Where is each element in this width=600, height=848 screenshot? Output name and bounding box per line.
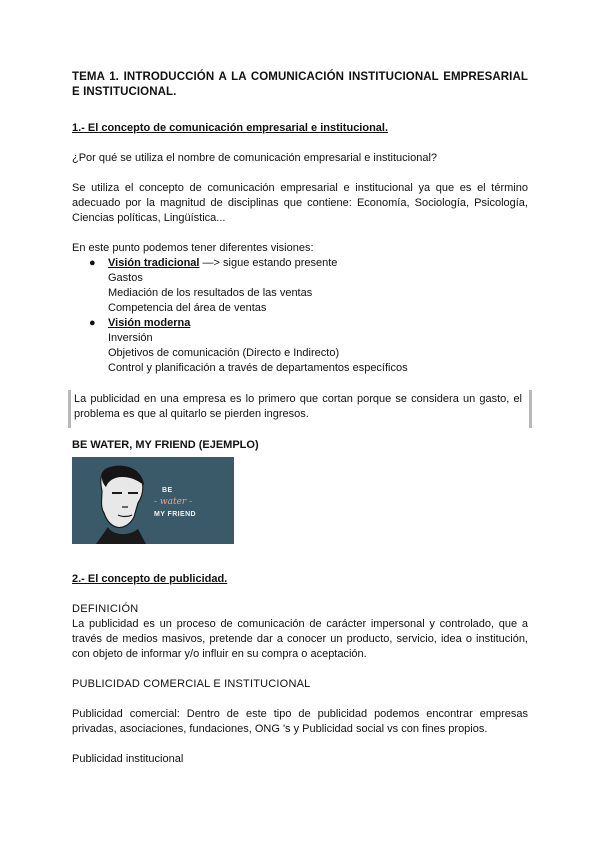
quote-text: La publicidad en una empresa es lo primero que cortan porque se considera un gasto, el problema es que al quitarlo se pierden ingresos. (74, 393, 522, 420)
institutional-heading: Publicidad institucional (72, 753, 184, 765)
image-caption-my-friend: MY FRIEND (154, 511, 196, 518)
sub-item: Gastos (108, 272, 143, 284)
example-image (72, 457, 234, 544)
image-caption-be: BE (162, 487, 173, 494)
sub-item: Objetivos de comunicación (Directo e Indirecto) (108, 347, 340, 359)
document-page (72, 70, 528, 767)
vision-traditional-item (72, 256, 528, 271)
sub-item: Control y planificación a través de departamentos específicos (108, 362, 408, 374)
commercial-text: Publicidad comercial: Dentro de este tipo de publicidad podemos encontrar empresas privadas, asociaciones, fundaciones, ONG 's y Publicidad social vs con fines propios. (72, 708, 528, 735)
sub-item: Inversión (108, 332, 153, 344)
section-1-heading: 1.- El concepto de comunicación empresarial e institucional. (72, 122, 389, 134)
definition-text: La publicidad es un proceso de comunicación de carácter impersonal y controlado, que a través de medios masivos, pretende dar a conocer un producto, servicio, idea o institución, con objeto de informar y/o influir en su compra o aceptación. (72, 618, 528, 660)
quote-bracket-left (68, 390, 71, 428)
section-1-answer: Se utiliza el concepto de comunicación empresarial e institucional ya que es el término adecuado por la magnitud de disciplinas que contiene: Economía, Sociología, Psicología, Ciencias políticas, Lingüística... (72, 182, 528, 224)
portrait-illustration (72, 457, 234, 544)
sub-item: Competencia del área de ventas (108, 302, 267, 314)
sub-item: Mediación de los resultados de las ventas (108, 287, 313, 299)
bullet-icon: ● (89, 257, 96, 269)
vision-modern-label: Visión moderna (108, 317, 191, 329)
example-heading: BE WATER, MY FRIEND (EJEMPLO) (72, 439, 259, 451)
definition-heading: DEFINICIÓN (72, 603, 139, 615)
image-caption-water: - water - (154, 497, 193, 507)
quote-block (72, 390, 528, 424)
quote-bracket-right (529, 390, 532, 428)
vision-modern-item (72, 316, 528, 331)
document-title: TEMA 1. INTRODUCCIÓN A LA COMUNICACIÓN INSTITUCIONAL EMPRESARIAL E INSTITUCIONAL. (72, 71, 528, 98)
section-1-question: ¿Por qué se utiliza el nombre de comunicación empresarial e institucional? (72, 152, 438, 164)
vision-traditional-label: Visión tradicional (108, 257, 200, 269)
commercial-heading: PUBLICIDAD COMERCIAL E INSTITUCIONAL (72, 678, 311, 690)
visions-intro: En este punto podemos tener diferentes visiones: (72, 242, 314, 254)
vision-traditional-list (72, 256, 528, 271)
vision-traditional-suffix: —> sigue estando presente (199, 257, 338, 269)
vision-modern-list (72, 316, 528, 331)
section-2-heading: 2.- El concepto de publicidad. (72, 573, 228, 585)
bullet-icon: ● (89, 317, 96, 329)
